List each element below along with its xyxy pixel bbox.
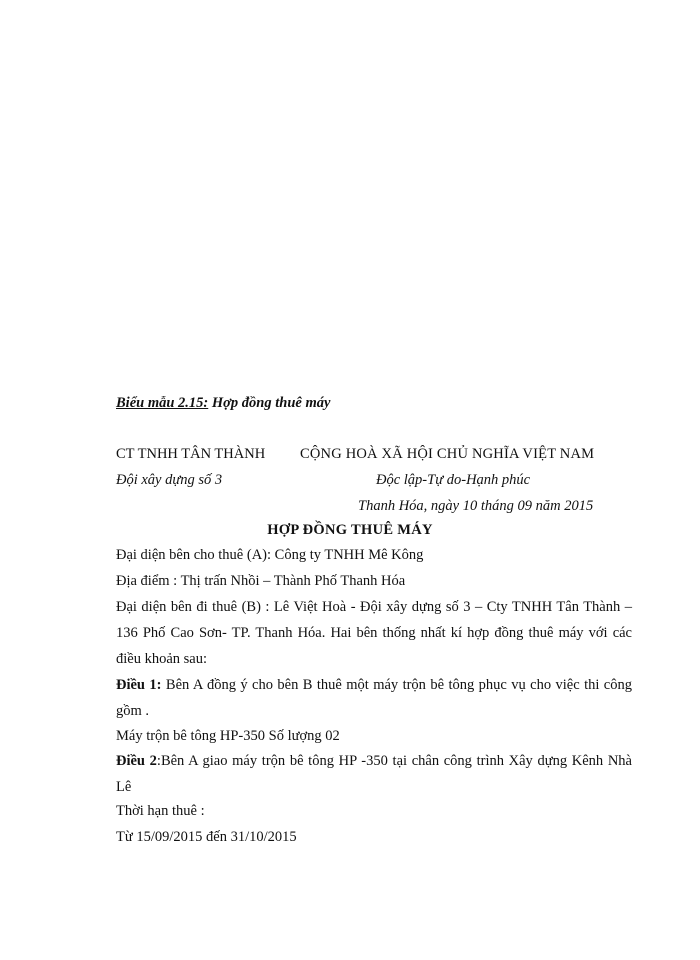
article-2-label: Điều 2 [116,753,157,769]
company-name: CT TNHH TÂN THÀNH [116,446,266,462]
article-2-text: :Bên A giao máy trộn bê tông HP -350 tại chân công trình Xây dựng Kênh Nhà Lê [116,753,632,795]
document-title: HỢP ĐỒNG THUÊ MÁY [267,522,433,538]
article-1 [116,672,632,724]
article-1-text: Bên A đồng ý cho bên B thuê một máy trộn bê tông phục vụ cho việc thi công gồm . [116,677,632,719]
machine-line: Máy trộn bê tông HP-350 Số lượng 02 [116,728,340,744]
team-name: Đội xây dựng số 3 [116,472,223,488]
term-value: Từ 15/09/2015 đến 31/10/2015 [116,829,297,845]
location-line: Địa điểm : Thị trấn Nhồi – Thành Phố Thanh Hóa [116,573,406,589]
place-date: Thanh Hóa, ngày 10 tháng 09 năm 2015 [358,498,594,514]
term-label: Thời hạn thuê : [116,803,205,819]
form-label-prefix: Biểu mẫu 2.15: [116,395,209,411]
lessee-paragraph: Đại diện bên đi thuê (B) : Lê Việt Hoà - Đội xây dựng số 3 – Cty TNHH Tân Thành – 136 Phố Cao Sơn- TP. Thanh Hóa. Hai bên thống nhất kí hợp đồng thuê máy với các điều khoản sau: [116,599,632,667]
article-1-label: Điều 1: [116,677,162,693]
national-heading: CỘNG HOÀ XÃ HỘI CHỦ NGHĨA VIỆT NAM [300,446,595,462]
national-motto: Độc lập-Tự do-Hạnh phúc [376,472,531,488]
lessor-line: Đại diện bên cho thuê (A): Công ty TNHH Mê Kông [116,547,424,563]
form-label [116,395,330,412]
article-2 [116,748,632,800]
form-label-title: Hợp đồng thuê máy [208,395,331,411]
